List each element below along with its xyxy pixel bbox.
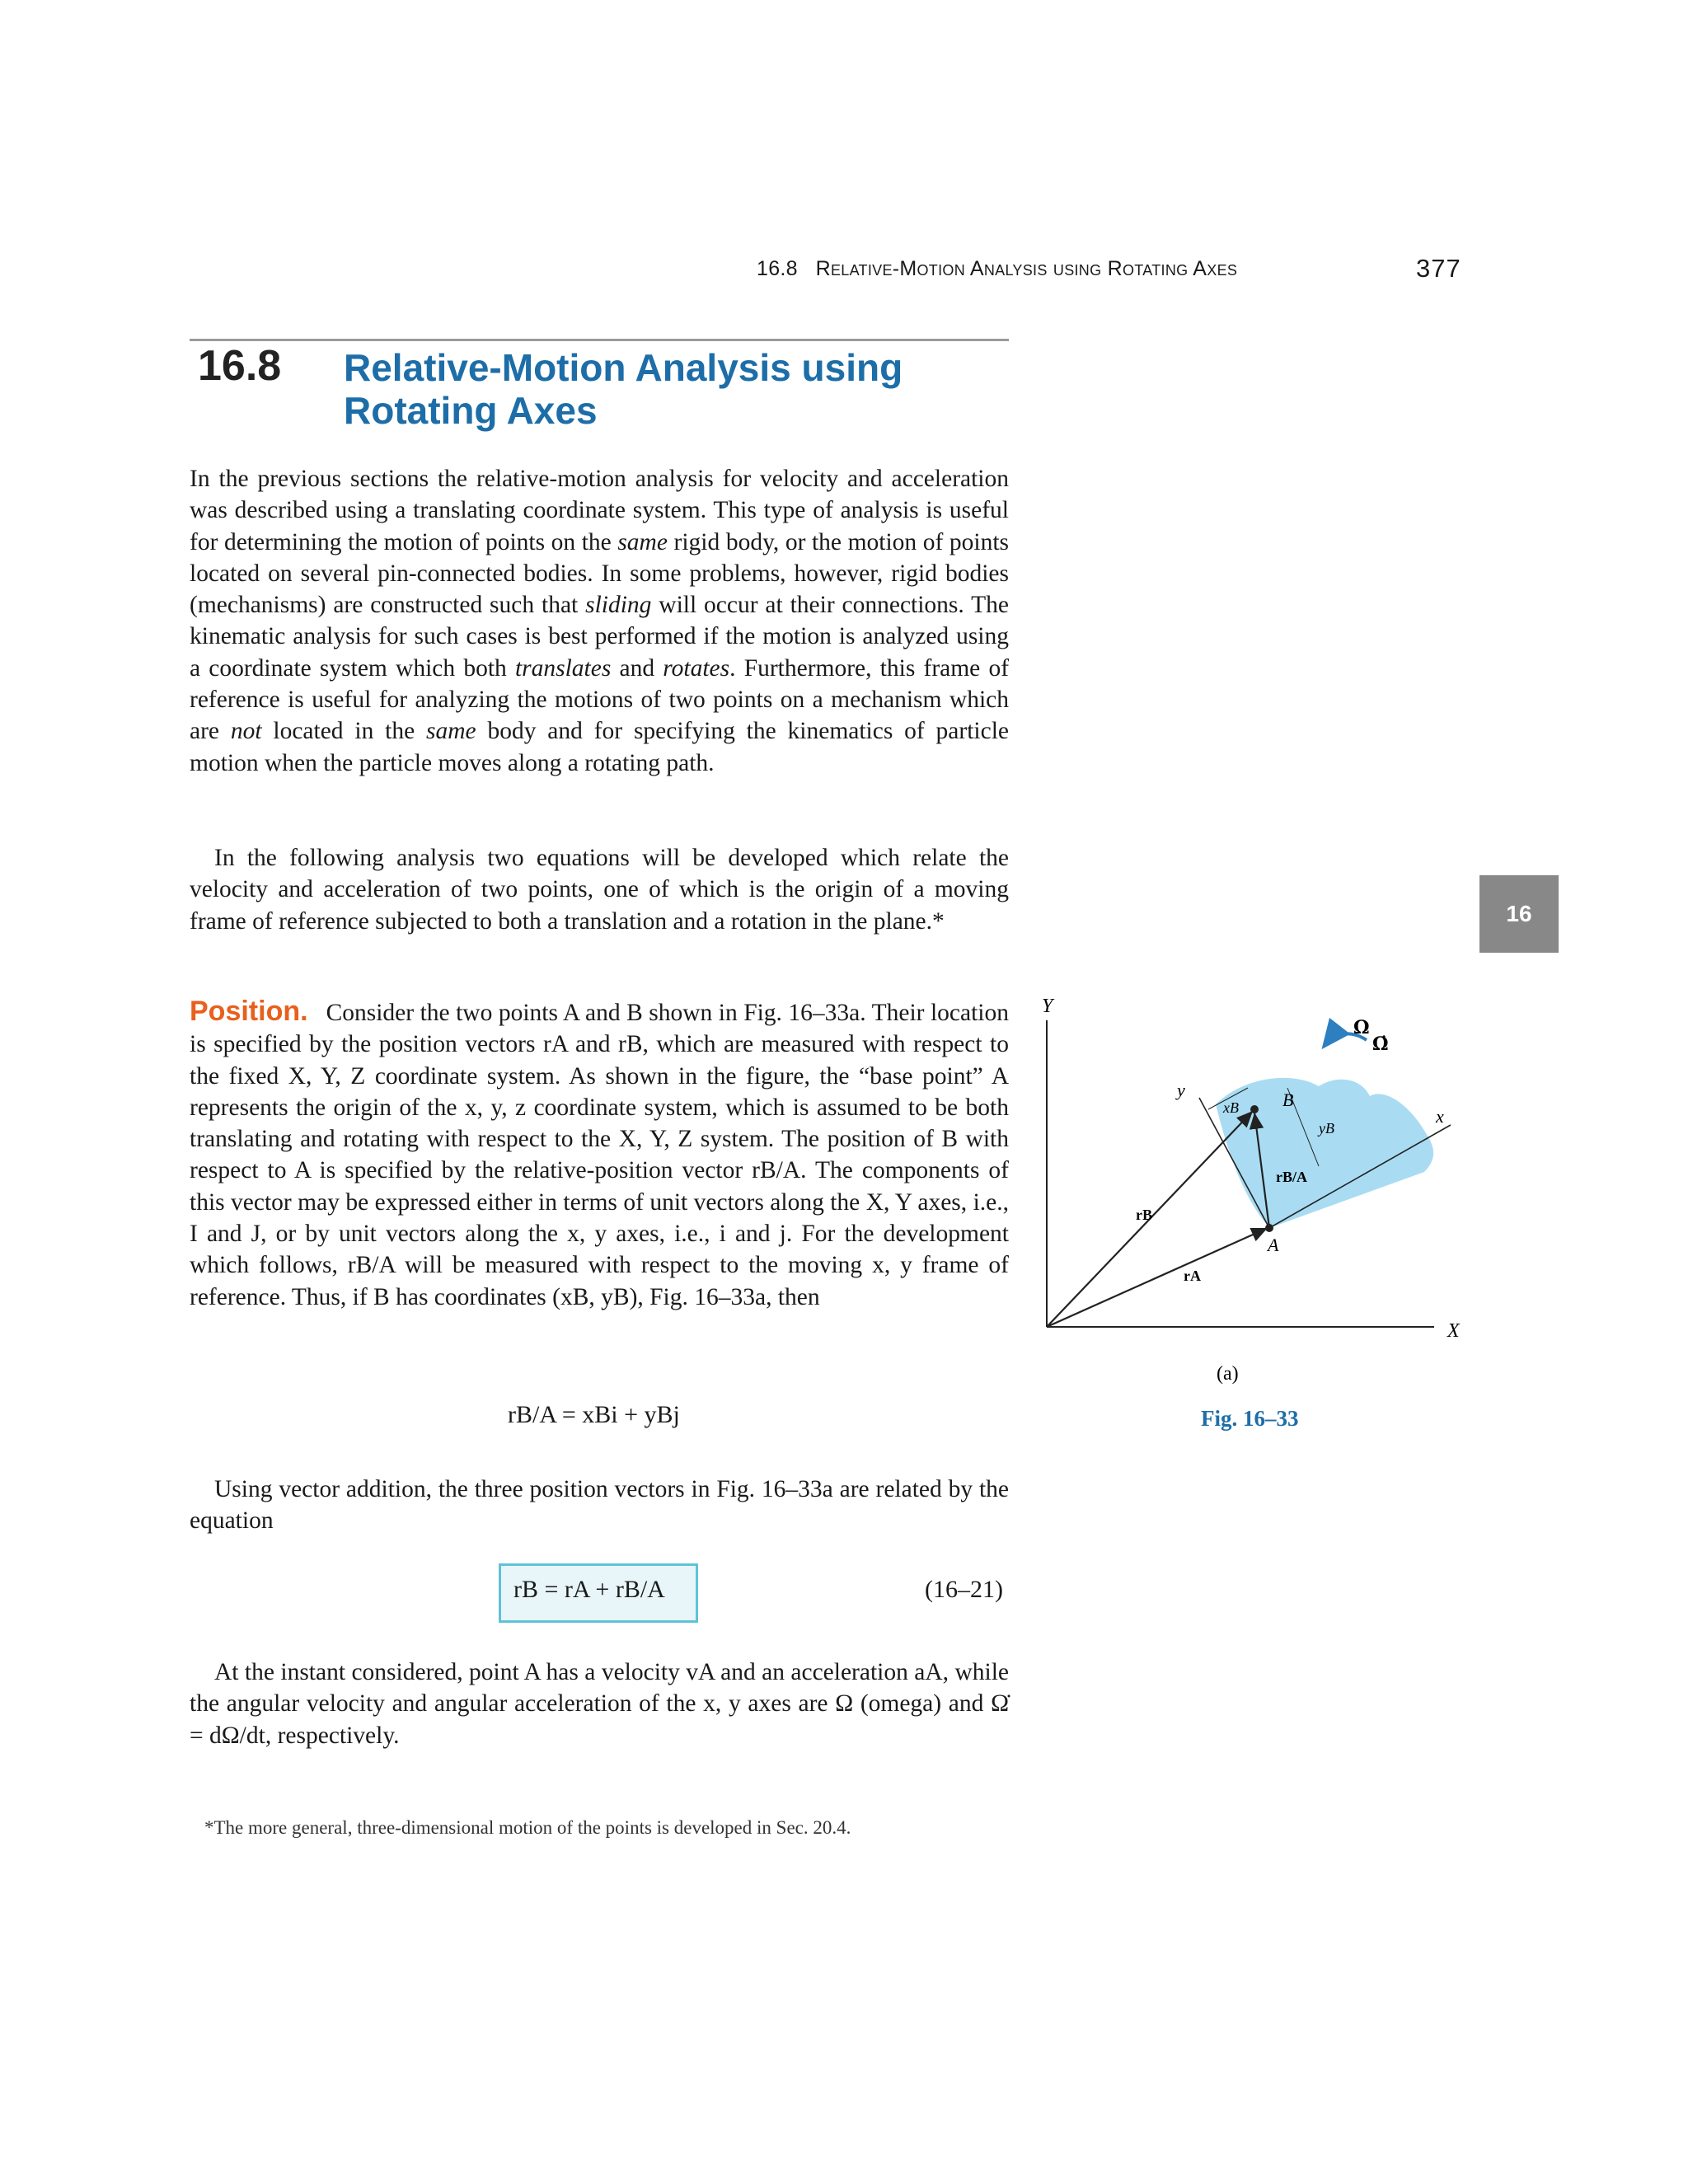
- running-head: [757, 257, 1237, 281]
- emphasis: same: [426, 718, 476, 745]
- text-run: In the previous sections the relative-motion analysis for velocity and acceleration was described using a translating coordinate system. This type of analysis is useful for determining the motion of points on the: [190, 466, 1009, 555]
- vector-rA: [1047, 1228, 1268, 1327]
- emphasis: translates: [514, 654, 612, 682]
- position-text: Consider the two points A and B shown in Fig. 16–33a. Their location is specified by the position vectors rA and rB, which are measured with respect to the fixed X, Y, Z coordinate system. As shown in the figure, the “base point” A represents the origin of the x, y, z coordinate system, which is assumed to be both translating and rotating with respect to the X, Y, Z system. The position of B with respect to A is specified by the relative-position vector rB/A. The components of this vector may be expressed either in terms of unit vectors along the X, Y axes, i.e., I and J, or by unit vectors along the x, y axes, i.e., i and j. For the development which follows, rB/A will be measured with respect to the moving x, y frame of reference. Thus, if B has coordinates (xB, yB), Fig. 16–33a, then: [190, 1000, 1009, 1310]
- running-head-section-number: 16.8: [757, 257, 798, 280]
- paragraph-intro: [190, 463, 1009, 779]
- running-head-title: Relative-Motion Analysis using Rotating Axes: [815, 257, 1238, 280]
- equation-number: (16–21): [925, 1576, 1003, 1603]
- page-number: 377: [1416, 254, 1461, 283]
- emphasis: same: [617, 528, 668, 555]
- emphasis: not: [230, 718, 262, 745]
- equation-rba: rB/A = xBi + yBj: [508, 1401, 680, 1428]
- point-A: [1265, 1224, 1273, 1232]
- label-omega: Ω: [1353, 1017, 1370, 1038]
- figure-subcaption: (a): [1217, 1363, 1239, 1385]
- label-X: X: [1447, 1320, 1460, 1342]
- figure-caption: Fig. 16–33: [1201, 1406, 1299, 1431]
- section-number: 16.8: [198, 342, 282, 390]
- label-y: y: [1177, 1080, 1185, 1100]
- point-B: [1250, 1105, 1259, 1113]
- chapter-tab: 16: [1479, 875, 1559, 953]
- equation-rb: rB = rA + rB/A: [513, 1576, 665, 1603]
- text-run: will occur at their connections. The kinematic analysis for such cases is best performed if the motion is analyzed using a coordinate system which both: [190, 592, 1009, 682]
- text-run: rigid body, or the motion of points located on several pin-connected bodies. In some problems, however, rigid bodies (mechanisms) are constructed such that: [190, 528, 1009, 619]
- label-rBA: rB/A: [1276, 1169, 1307, 1185]
- label-A: A: [1268, 1235, 1279, 1255]
- text-run: and: [611, 654, 663, 682]
- emphasis: sliding: [585, 592, 652, 619]
- emphasis: rotates: [663, 654, 730, 682]
- label-omega-dot: Ω̇: [1372, 1033, 1389, 1055]
- text-run: . Furthermore, this frame of reference is useful for analyzing the motions of two points on a mechanism which are: [190, 654, 1010, 745]
- footnote: *The more general, three-dimensional motion of the points is developed in Sec. 20.4.: [204, 1817, 851, 1838]
- label-xB: xB: [1223, 1099, 1239, 1116]
- heading-rule: [190, 339, 1009, 341]
- label-yB: yB: [1319, 1120, 1334, 1137]
- paragraph-instant: At the instant considered, point A has a velocity vA and an acceleration aA, while the angular velocity and angular acceleration of the x, y axes are Ω (omega) and Ω̇ = dΩ/dt, respectively.: [190, 1659, 1009, 1749]
- paragraph-following-analysis: In the following analysis two equations will be developed which relate the velocity and acceleration of two points, one of which is the origin of a moving frame of reference subjected to both a translation and a rotation in the plane.*: [190, 845, 1009, 935]
- label-rA: rA: [1184, 1268, 1201, 1284]
- label-x: x: [1436, 1106, 1444, 1127]
- figure-16-33a: [1022, 981, 1484, 1442]
- section-title: Relative-Motion Analysis using Rotating Axes: [344, 346, 903, 432]
- text-run: body and for specifying the kinematics of particle motion when the particle moves along a rotating path.: [190, 718, 1009, 776]
- runin-heading-position: Position.: [190, 996, 308, 1027]
- paragraph-position: [190, 996, 1009, 1313]
- label-rB: rB: [1136, 1207, 1152, 1223]
- label-B: B: [1282, 1090, 1294, 1110]
- label-Y: Y: [1042, 996, 1053, 1017]
- text-run: located in the: [261, 718, 427, 745]
- paragraph-vector-addition: Using vector addition, the three position vectors in Fig. 16–33a are related by the equation: [190, 1476, 1009, 1535]
